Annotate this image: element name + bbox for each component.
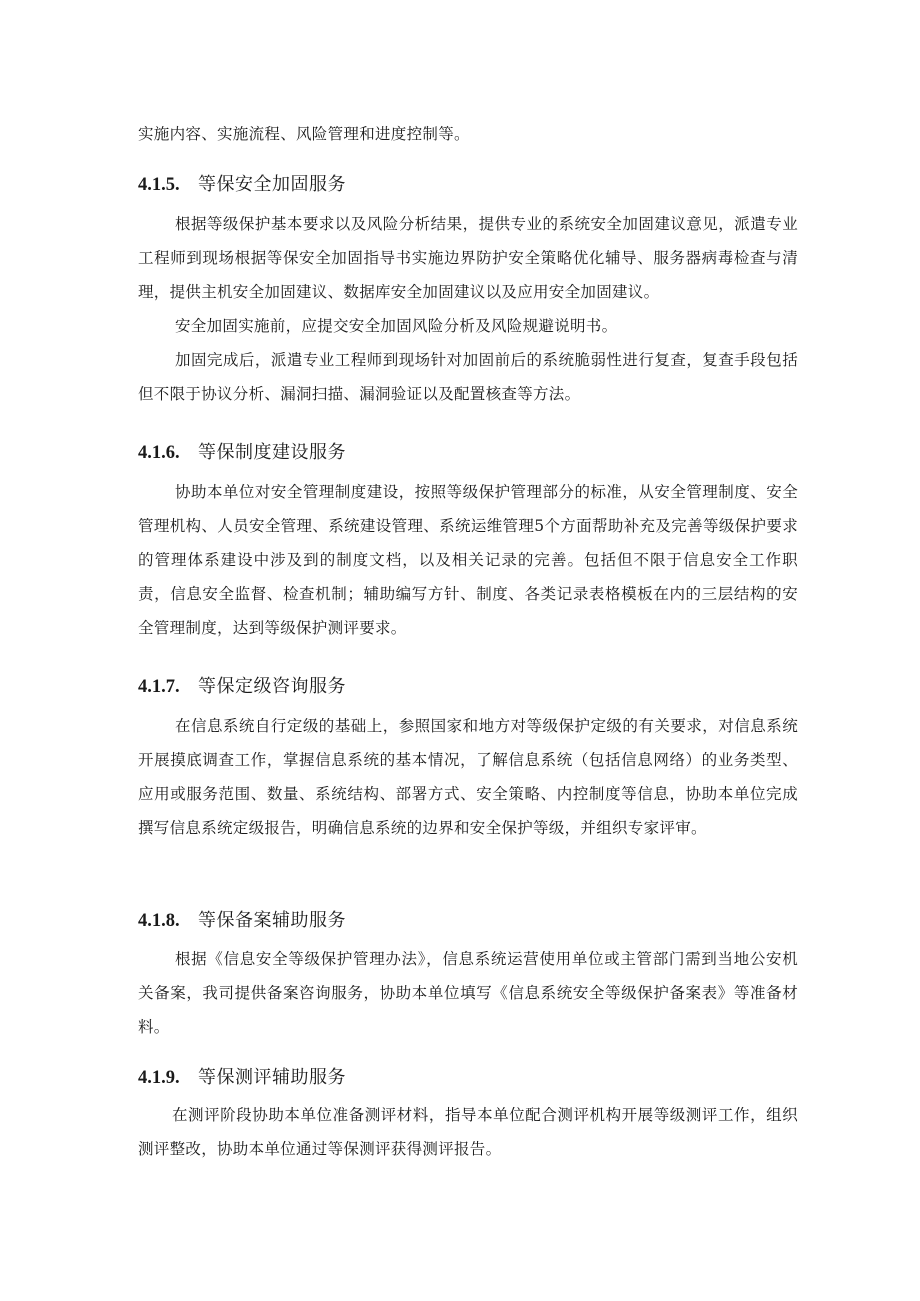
section-4-1-5-paragraph-1: 根据等级保护基本要求以及风险分析结果，提供专业的系统安全加固建议意见，派遣专业工程师到现场根据等保安全加固指导书实施边界防护安全策略优化辅导、服务器病毒检查与清理，提供主机安全加固建议、数据库安全加固建议以及应用安全加固建议。 xyxy=(138,215,798,301)
section-4-1-7-paragraph-1: 在信息系统自行定级的基础上，参照国家和地方对等级保护定级的有关要求，对信息系统开展摸底调查工作，掌握信息系统的基本情况，了解信息系统（包括信息网络）的业务类型、应用或服务范围、数量、系统结构、部署方式、安全策略、内控制度等信息，协助本单位完成撰写信息系统定级报告，明确信息系统的边界和安全保护等级，并组织专家评审。 xyxy=(138,717,798,837)
section-title: 等保测评辅助服务 xyxy=(198,1067,346,1088)
section-number: 4.1.8. xyxy=(138,911,180,931)
section-heading-4-1-8 xyxy=(138,907,346,934)
section-heading-4-1-9 xyxy=(138,1064,346,1091)
section-title: 等保定级咨询服务 xyxy=(198,676,346,697)
section-title: 等保制度建设服务 xyxy=(198,442,346,463)
section-heading-4-1-5 xyxy=(138,171,346,198)
section-heading-4-1-7 xyxy=(138,673,346,700)
section-4-1-9-paragraph-1: 在测评阶段协助本单位准备测评材料，指导本单位配合测评机构开展等级测评工作，组织测评整改，协助本单位通过等保测评获得测评报告。 xyxy=(138,1106,798,1158)
section-heading-4-1-6 xyxy=(138,439,346,466)
intro-paragraph: 实施内容、实施流程、风险管理和进度控制等。 xyxy=(138,125,470,143)
section-number: 4.1.5. xyxy=(138,175,180,195)
section-title: 等保备案辅助服务 xyxy=(198,910,346,931)
section-4-1-5-paragraph-2: 安全加固实施前，应提交安全加固风险分析及风险规避说明书。 xyxy=(175,317,618,335)
section-number: 4.1.6. xyxy=(138,443,180,463)
section-4-1-5-paragraph-3: 加固完成后，派遣专业工程师到现场针对加固前后的系统脆弱性进行复查，复查手段包括但不限于协议分析、漏洞扫描、漏洞验证以及配置核查等方法。 xyxy=(138,351,798,403)
section-number: 4.1.7. xyxy=(138,677,180,697)
section-number: 4.1.9. xyxy=(138,1068,180,1088)
section-title: 等保安全加固服务 xyxy=(198,174,346,195)
section-4-1-8-paragraph-1: 根据《信息安全等级保护管理办法》，信息系统运营使用单位或主管部门需到当地公安机关备案，我司提供备案咨询服务，协助本单位填写《信息系统安全等级保护备案表》等准备材料。 xyxy=(138,950,798,1036)
section-4-1-6-paragraph-1: 协助本单位对安全管理制度建设，按照等级保护管理部分的标准，从安全管理制度、安全管理机构、人员安全管理、系统建设管理、系统运维管理5个方面帮助补充及完善等级保护要求的管理体系建设中涉及到的制度文档，以及相关记录的完善。包括但不限于信息安全工作职责，信息安全监督、检查机制；辅助编写方针、制度、各类记录表格模板在内的三层结构的安全管理制度，达到等级保护测评要求。 xyxy=(138,483,798,637)
